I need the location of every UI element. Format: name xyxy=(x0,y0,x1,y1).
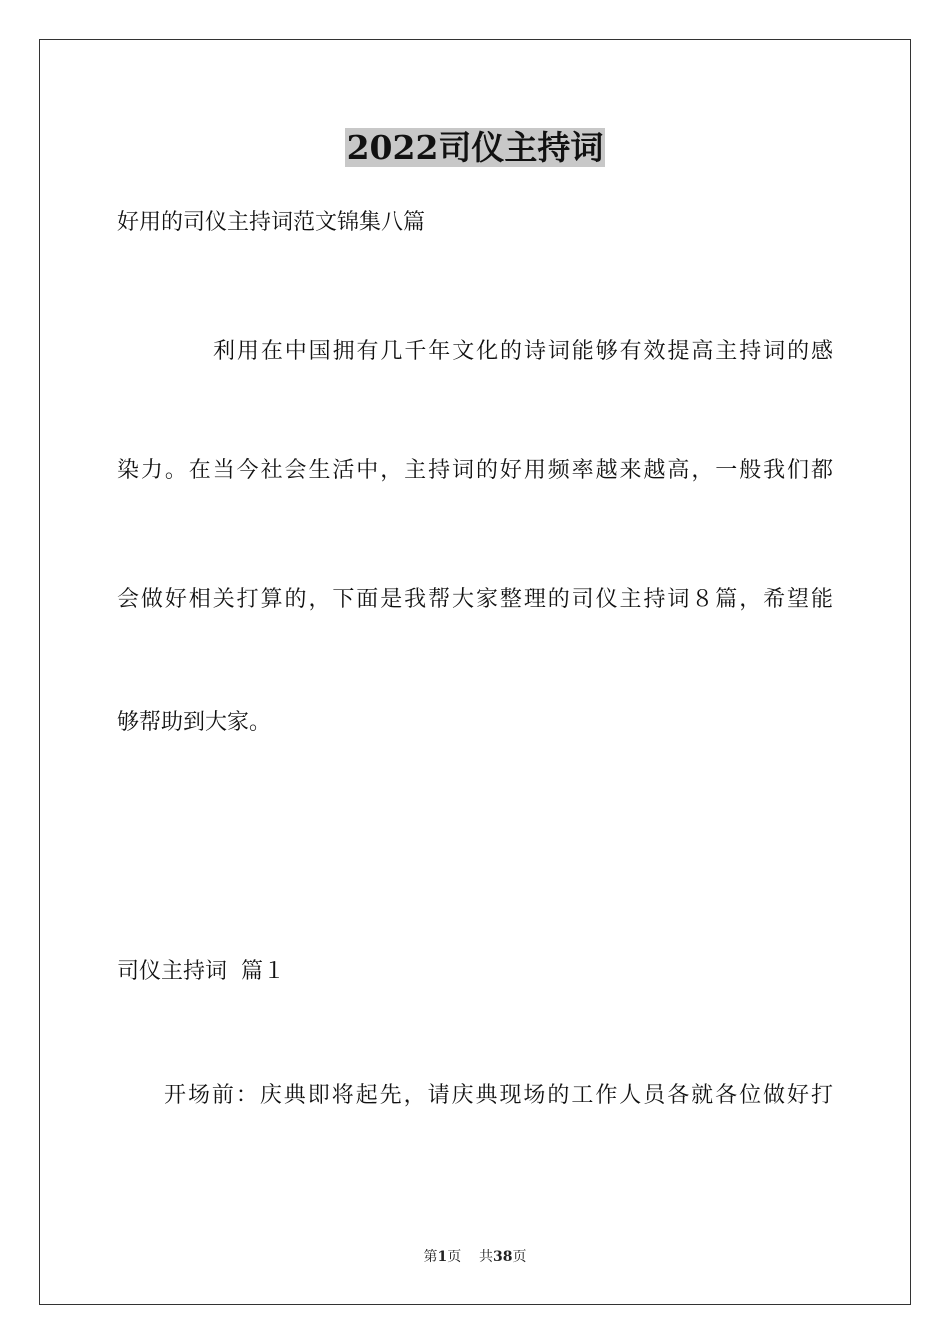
document-title-text: 2022司仪主持词 xyxy=(346,128,604,167)
footer-total-suffix: 页 xyxy=(512,1249,527,1265)
footer-total-prefix: 共 xyxy=(479,1249,494,1265)
section-heading: 司仪主持词 篇１ xyxy=(117,959,285,984)
section-first-line: 开场前：庆典即将起先，请庆典现场的工作人员各就各位做好打 xyxy=(164,1083,833,1108)
intro-line-1: 利用在中国拥有几千年文化的诗词能够有效提高主持词的感 xyxy=(213,339,833,364)
footer-page-number: 1 xyxy=(437,1249,448,1265)
intro-line-3: 会做好相关打算的，下面是我帮大家整理的司仪主持词８篇，希望能 xyxy=(117,587,833,612)
intro-line-2: 染力。在当今社会生活中，主持词的好用频率越来越高，一般我们都 xyxy=(117,458,833,483)
footer-page-suffix: 页 xyxy=(447,1249,462,1265)
intro-line-4: 够帮助到大家。 xyxy=(117,710,272,735)
footer-total-pages: 38 xyxy=(493,1249,513,1265)
document-subtitle: 好用的司仪主持词范文锦集八篇 xyxy=(117,210,426,235)
document-title xyxy=(0,126,950,170)
page-footer xyxy=(0,1248,950,1266)
footer-page-prefix: 第 xyxy=(423,1249,438,1265)
